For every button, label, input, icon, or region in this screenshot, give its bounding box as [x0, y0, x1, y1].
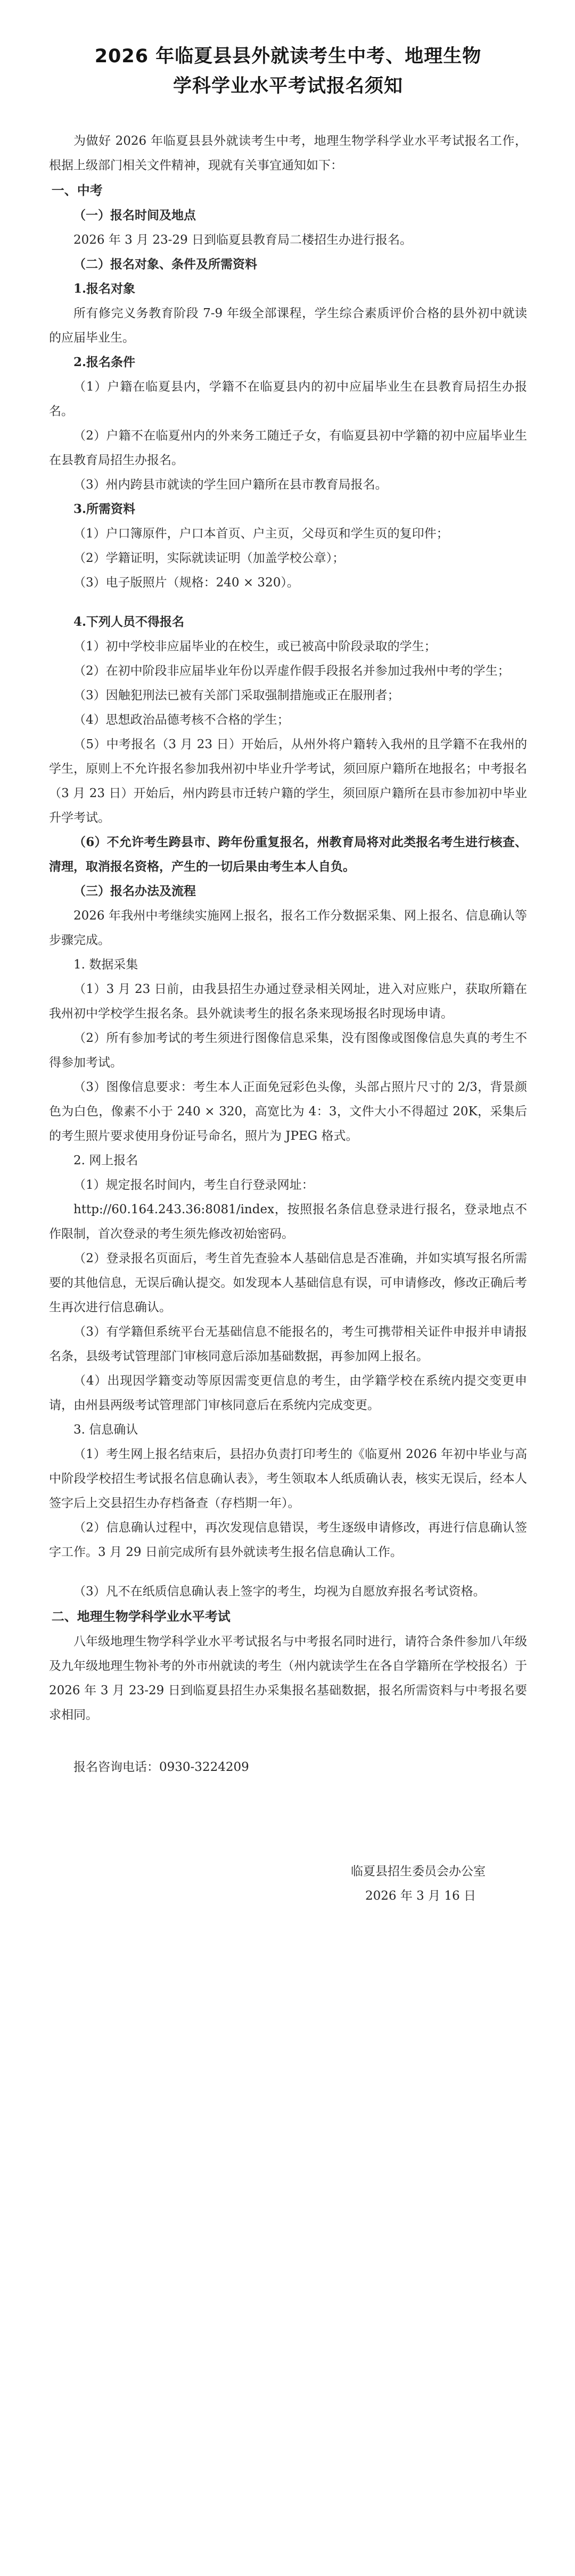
- registration-url-link[interactable]: http://60.164.243.36:8081/index: [73, 1203, 275, 1216]
- subsection-1-2-heading: （二）报名对象、条件及所需资料: [73, 257, 257, 271]
- online-registration-2: （2）登录报名页面后，考生首先查验本人基础信息是否准确，并如实填写报名所需要的其他信息，无误后确认提交。如发现本人基础信息有误，可申请修改，修改正确后考生再次进行信息确认。: [49, 1252, 527, 1314]
- title-line-2: 学科学业水平考试报名须知: [172, 76, 403, 97]
- confirmation-1: （1）考生网上报名结束后，县招办负责打印考生的《临夏州 2026 年初中毕业与高中阶段学校招生考试报名信息确认表》，考生领取本人纸质确认表，核实无误后，经本人签字后上交县招生办存档备查（存档期一年）。: [49, 1447, 527, 1510]
- condition-2: （2）户籍不在临夏州内的外来务工随迁子女，有临夏县初中学籍的初中应届毕业生在县教育局招生办报名。: [49, 429, 527, 467]
- excluded-3: （3）因触犯刑法已被有关部门采取强制措施或正在服刑者；: [73, 689, 400, 702]
- data-collection-3: （3）图像信息要求：考生本人正面免冠彩色头像，头部占照片尺寸的 2/3，背景颜色为白色，像素不小于 240 × 320，高宽比为 4：3，文件大小不得超过 20K，采集后的考生照片要求使用身份证号命名，照片为 JPEG 格式。: [49, 1080, 527, 1143]
- online-registration-heading: 2. 网上报名: [73, 1154, 138, 1167]
- online-registration-3: （3）有学籍但系统平台无基础信息不能报名的，考生可携带相关证件申报并申请报名条，县级考试管理部门审核同意后添加基础数据，再参加网上报名。: [49, 1325, 527, 1363]
- online-registration-4: （4）出现因学籍变动等原因需变更信息的考生，由学籍学校在系统内提交变更申请，由州县两级考试管理部门审核同意后在系统内完成变更。: [49, 1374, 527, 1412]
- target-text: 所有修完义务教育阶段 7-9 年级全部课程，学生综合素质评价合格的县外初中就读的应届毕业生。: [49, 307, 527, 345]
- intro-paragraph: 为做好 2026 年临夏县县外就读考生中考，地理生物学科学业水平考试报名工作，根据上级部门相关文件精神，现就有关事宜通知如下：: [49, 134, 527, 172]
- online-registration-1-url-line: [49, 1197, 527, 1246]
- data-collection-1: （1）3 月 23 日前，由我县招生办通过登录相关网址，进入对应账户，获取所籍在我州初中学校学生报名条。县外就读考生的报名条来现场报名时现场申请。: [49, 982, 527, 1021]
- online-registration-1: （1）规定报名时间内，考生自行登录网址：: [73, 1178, 314, 1192]
- conditions-heading: 2.报名条件: [73, 355, 136, 369]
- material-3: （3）电子版照片（规格：240 × 320）。: [73, 576, 299, 590]
- document-title: [49, 42, 527, 101]
- excluded-2: （2）在初中阶段非应届毕业年份以弄虚作假手段报名并参加过我州中考的学生；: [73, 664, 510, 678]
- confirmation-heading: 3. 信息确认: [73, 1423, 138, 1437]
- contact-phone: 报名咨询电话：0930-3224209: [73, 1760, 249, 1774]
- condition-1: （1）户籍在临夏县内，学籍不在临夏县内的初中应届毕业生在县教育局招生办报名。: [49, 380, 527, 418]
- material-2: （2）学籍证明，实际就读证明（加盖学校公章）；: [73, 551, 345, 565]
- excluded-5: （5）中考报名（3 月 23 日）开始后，从州外将户籍转入我州的且学籍不在我州的学生，原则上不允许报名参加我州初中毕业升学考试，须回原户籍所在地报名；中考报名（3 月 23 日）开始后，州内跨县市迁转户籍的学生，须回原户籍所在县市参加初中毕业升学考试。: [49, 738, 527, 825]
- data-collection-2: （2）所有参加考试的考生须进行图像信息采集，没有图像或图像信息失真的考生不得参加考试。: [49, 1031, 527, 1070]
- signature-date: 2026 年 3 月 16 日: [365, 1889, 476, 1903]
- title-line-1: 2026 年临夏县县外就读考生中考、地理生物: [94, 46, 482, 67]
- signature-spacer: [49, 1779, 527, 1859]
- excluded-6-warning: （6）不允许考生跨县市、跨年份重复报名，州教育局将对此类报名考生进行核查、清理，取消报名资格，产生的一切后果由考生本人自负。: [49, 835, 527, 874]
- materials-heading: 3.所需资料: [73, 502, 136, 516]
- confirmation-3: （3）凡不在纸质信息确认表上签字的考生，均视为自愿放弃报名考试资格。: [73, 1585, 486, 1598]
- excluded-4: （4）思想政治品德考核不合格的学生；: [73, 713, 290, 727]
- material-1: （1）户口簿原件，户口本首页、户主页，父母页和学生页的复印件；: [73, 527, 449, 541]
- confirmation-2: （2）信息确认过程中，再次发现信息错误，考生逐级申请修改，再进行信息确认签字工作。3 月 29 日前完成所有县外就读考生报名信息确认工作。: [49, 1521, 527, 1559]
- section-2-text: 八年级地理生物学科学业水平考试报名与中考报名同时进行，请符合条件参加八年级及九年级地理生物补考的外市州就读的考生（州内就读学生在各自学籍所在学校报名）于 2026 年 3 月 23-29 日到临夏县招生办采集报名基础数据，报名所需资料与中考报名要求相同。: [49, 1635, 527, 1722]
- online-registration-1-rest: ，按照报名条信息登录进行报名，登录地点不作限制，首次登录的考生须先修改初始密码。: [49, 1203, 527, 1241]
- condition-3: （3）州内跨县市就读的学生回户籍所在县市教育局报名。: [73, 478, 388, 492]
- excluded-1: （1）初中学校非应届毕业的在校生，或已被高中阶段录取的学生；: [73, 640, 437, 653]
- excluded-heading: 4.下列人员不得报名: [73, 615, 185, 629]
- target-heading: 1.报名对象: [73, 281, 136, 296]
- section-2-heading: 二、地理生物学科学业水平考试: [51, 1609, 231, 1624]
- section-1-heading: 一、中考: [51, 183, 103, 198]
- subsection-1-3-heading: （三）报名办法及流程: [73, 884, 196, 898]
- signature-organization: 临夏县招生委员会办公室: [351, 1865, 486, 1878]
- registration-time-text: 2026 年 3 月 23-29 日到临夏县教育局二楼招生办进行报名。: [73, 233, 413, 247]
- process-intro: 2026 年我州中考继续实施网上报名，报名工作分数据采集、网上报名、信息确认等步骤完成。: [49, 909, 527, 947]
- subsection-1-1-heading: （一）报名时间及地点: [73, 208, 196, 222]
- data-collection-heading: 1. 数据采集: [73, 958, 138, 972]
